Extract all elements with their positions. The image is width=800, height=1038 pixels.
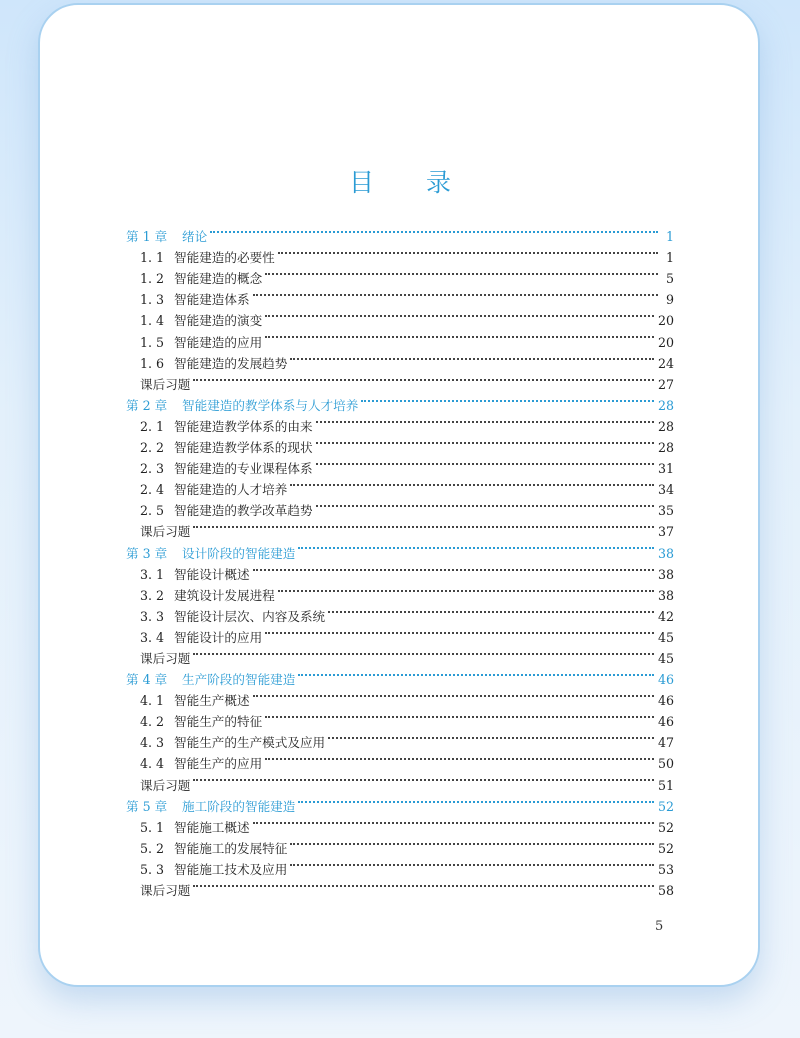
toc-chapter-row[interactable] xyxy=(126,663,674,688)
dot-leader xyxy=(193,515,654,536)
toc-entry-label: 智能建造教学体系的现状 xyxy=(174,440,313,456)
toc-entry-number: 1. 4 xyxy=(140,313,165,329)
dot-leader xyxy=(265,747,654,768)
toc-entry-number: 2. 4 xyxy=(140,482,165,498)
toc-entry-page: 9 xyxy=(665,292,674,308)
dot-leader xyxy=(193,642,654,663)
toc-entry-number: 1. 3 xyxy=(140,292,165,308)
dot-leader xyxy=(278,579,654,600)
toc-entry-page: 35 xyxy=(657,503,674,519)
dot-leader xyxy=(316,431,654,452)
toc-entry-label: 智能设计的应用 xyxy=(174,629,263,645)
toc-entry-page: 37 xyxy=(657,524,674,540)
toc-entry-number: 1. 1 xyxy=(140,250,165,266)
toc-entry-label: 课后习题 xyxy=(140,376,191,392)
toc-entry-page: 24 xyxy=(657,355,674,371)
toc-chapter-row[interactable] xyxy=(126,536,674,561)
toc-entry-page: 45 xyxy=(657,629,674,645)
toc-entry-number: 第 4 章 xyxy=(126,672,168,688)
toc-entry-number: 3. 4 xyxy=(140,629,165,645)
toc-entry-page: 38 xyxy=(657,566,674,582)
toc-entry-label: 智能建造的应用 xyxy=(174,334,263,350)
toc-exercise-row[interactable] xyxy=(126,642,674,666)
dot-leader xyxy=(290,347,654,368)
dot-leader xyxy=(265,262,658,283)
toc-entry-page: 28 xyxy=(657,440,674,456)
toc-entry-page: 53 xyxy=(657,861,674,877)
toc-entry-number: 1. 2 xyxy=(140,271,165,287)
toc-entry-label: 课后习题 xyxy=(140,650,191,666)
toc-title-right: 录 xyxy=(426,168,452,197)
toc-entry-page: 47 xyxy=(657,735,674,751)
toc-entry-number: 4. 4 xyxy=(140,756,165,772)
dot-leader xyxy=(193,768,654,789)
toc-exercise-row[interactable] xyxy=(126,768,674,793)
toc-entry-page: 52 xyxy=(657,819,674,835)
toc-entry-page: 20 xyxy=(657,313,674,329)
dot-leader xyxy=(278,241,658,262)
toc-entry-page: 20 xyxy=(657,334,674,350)
toc-entry-label: 智能建造的专业课程体系 xyxy=(174,461,313,477)
toc-entry-label: 智能建造的教学体系与人才培养 xyxy=(182,397,359,413)
toc-entry-page: 38 xyxy=(657,545,674,561)
toc-entry-number: 第 1 章 xyxy=(126,229,168,245)
dot-leader xyxy=(298,536,654,557)
dot-leader xyxy=(193,368,654,389)
dot-leader xyxy=(265,621,654,642)
toc-entry-label: 课后习题 xyxy=(140,524,191,540)
toc-entry-page: 46 xyxy=(657,693,674,709)
dot-leader xyxy=(253,684,654,705)
toc-entry-page: 38 xyxy=(657,587,674,603)
dot-leader xyxy=(316,410,654,431)
toc-entry-page: 1 xyxy=(665,229,674,245)
toc-entry-label: 施工阶段的智能建造 xyxy=(182,798,296,814)
toc-entry-number: 4. 3 xyxy=(140,735,165,751)
dot-leader xyxy=(253,558,654,579)
toc-entry-label: 智能生产的生产模式及应用 xyxy=(174,735,326,751)
dot-leader xyxy=(290,473,654,494)
toc-entry-number: 2. 5 xyxy=(140,503,165,519)
toc-entry-label: 绪论 xyxy=(182,229,208,245)
toc-entry-number: 第 3 章 xyxy=(126,545,168,561)
toc-title-left: 目 xyxy=(348,168,374,197)
toc-entry-page: 46 xyxy=(657,714,674,730)
toc-entry-label: 智能生产概述 xyxy=(174,693,250,709)
toc-entry-page: 51 xyxy=(657,777,674,793)
toc-entry-label: 建筑设计发展进程 xyxy=(174,587,275,603)
toc-entry-page: 5 xyxy=(665,271,674,287)
dot-leader xyxy=(290,853,654,874)
toc-entry-number: 2. 2 xyxy=(140,440,165,456)
dot-leader xyxy=(265,325,654,346)
toc-entry-page: 42 xyxy=(657,608,674,624)
dot-leader xyxy=(193,874,654,895)
toc-entry-number: 第 2 章 xyxy=(126,397,168,413)
toc-entry-label: 课后习题 xyxy=(140,777,191,793)
dot-leader xyxy=(253,811,654,832)
dot-leader xyxy=(328,726,654,747)
toc-entry-page: 58 xyxy=(657,883,674,898)
toc-entry-page: 28 xyxy=(657,397,674,413)
toc-exercise-row[interactable] xyxy=(126,368,674,392)
toc-chapter-row[interactable] xyxy=(126,220,674,245)
toc-entry-number: 4. 1 xyxy=(140,693,165,709)
toc-entry-label: 智能生产的应用 xyxy=(174,756,263,772)
dot-leader xyxy=(210,220,658,241)
toc-entry-label: 智能设计层次、内容及系统 xyxy=(174,608,326,624)
toc-entry-label: 智能生产的特征 xyxy=(174,714,263,730)
toc-entry-page: 45 xyxy=(657,650,674,666)
toc-entry-number: 2. 1 xyxy=(140,418,165,434)
toc-entry-number: 第 5 章 xyxy=(126,798,168,814)
toc-entry-page: 52 xyxy=(657,840,674,856)
toc-entry-number: 4. 2 xyxy=(140,714,165,730)
dot-leader xyxy=(316,494,654,515)
toc-entry-number: 3. 2 xyxy=(140,587,165,603)
toc-entry-label: 智能建造的必要性 xyxy=(174,250,275,266)
dot-leader xyxy=(265,304,654,325)
toc-entry-number: 1. 5 xyxy=(140,334,165,350)
toc-entry-number: 3. 3 xyxy=(140,608,165,624)
toc-exercise-row[interactable] xyxy=(126,874,674,898)
dot-leader xyxy=(265,705,654,726)
toc-entry-page: 50 xyxy=(657,756,674,772)
toc-entry-label: 智能建造的发展趋势 xyxy=(174,355,288,371)
toc-entry-page: 27 xyxy=(657,376,674,392)
toc-entry-page: 28 xyxy=(657,418,674,434)
toc-entry-label: 智能施工的发展特征 xyxy=(174,840,288,856)
toc-entry-label: 智能建造教学体系的由来 xyxy=(174,418,313,434)
toc-entry-label: 课后习题 xyxy=(140,883,191,898)
toc-entry-label: 智能建造体系 xyxy=(174,292,250,308)
dot-leader xyxy=(361,389,654,410)
dot-leader xyxy=(298,663,654,684)
toc-entry-number: 1. 6 xyxy=(140,355,165,371)
toc-entry-page: 31 xyxy=(657,461,674,477)
toc-entry-number: 3. 1 xyxy=(140,566,165,582)
toc-title xyxy=(0,163,800,199)
dot-leader xyxy=(328,600,654,621)
toc-chapter-row[interactable] xyxy=(126,790,674,814)
page-number: 5 xyxy=(655,919,664,934)
toc-entry-label: 智能建造的人才培养 xyxy=(174,482,288,498)
toc-entry-label: 智能施工概述 xyxy=(174,819,250,835)
dot-leader xyxy=(298,790,654,811)
toc-entry-page: 34 xyxy=(657,482,674,498)
toc-chapter-row[interactable] xyxy=(126,389,674,413)
toc-entry-label: 生产阶段的智能建造 xyxy=(182,672,296,688)
toc-entry-page: 1 xyxy=(665,250,674,266)
toc-entry-page: 52 xyxy=(657,798,674,814)
toc-entry-label: 设计阶段的智能建造 xyxy=(182,545,296,561)
toc-entry-page: 46 xyxy=(657,672,674,688)
dot-leader xyxy=(290,832,654,853)
toc-entry-label: 智能建造的概念 xyxy=(174,271,263,287)
toc-entry-label: 智能建造的教学改革趋势 xyxy=(174,503,313,519)
toc-entry-number: 5. 3 xyxy=(140,861,165,877)
toc-entry-label: 智能建造的演变 xyxy=(174,313,263,329)
toc-exercise-row[interactable] xyxy=(126,515,674,540)
dot-leader xyxy=(253,283,658,304)
toc-entry-number: 2. 3 xyxy=(140,461,165,477)
toc-entry-label: 智能设计概述 xyxy=(174,566,250,582)
toc-entry-label: 智能施工技术及应用 xyxy=(174,861,288,877)
toc-entry-number: 5. 2 xyxy=(140,840,165,856)
toc-section-row[interactable] xyxy=(126,241,674,266)
toc-entry-number: 5. 1 xyxy=(140,819,165,835)
table-of-contents xyxy=(126,220,674,898)
dot-leader xyxy=(316,452,654,473)
